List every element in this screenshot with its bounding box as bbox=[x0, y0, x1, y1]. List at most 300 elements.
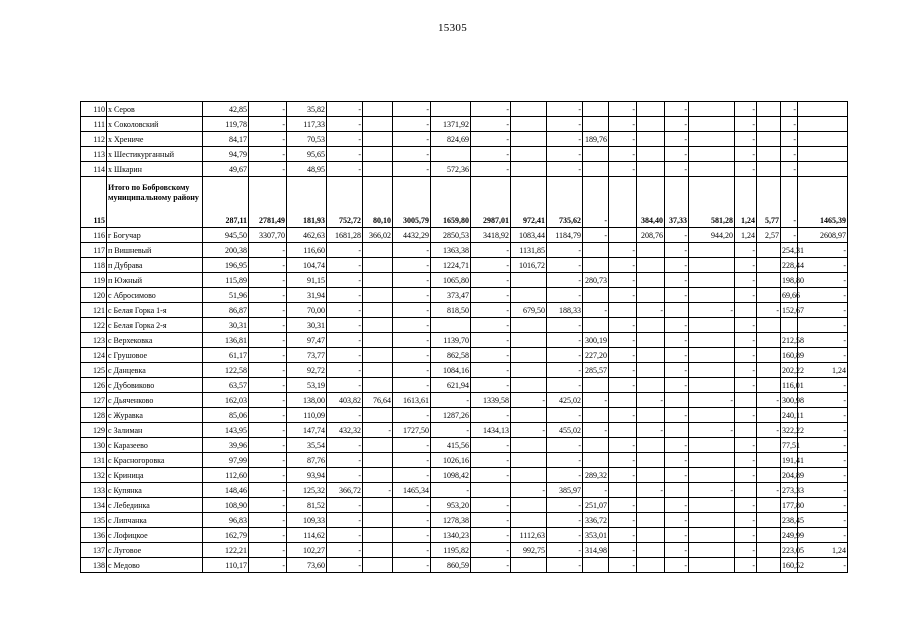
value-cell: 1139,70 bbox=[431, 333, 471, 348]
row-number-cell: 123 bbox=[81, 333, 107, 348]
value-cell: 3418,92 bbox=[471, 228, 511, 243]
value-cell bbox=[798, 132, 848, 147]
value-cell: - bbox=[798, 303, 848, 318]
value-cell: - bbox=[547, 318, 583, 333]
value-cell: - bbox=[689, 483, 735, 498]
value-cell bbox=[735, 303, 757, 318]
value-cell: - bbox=[249, 258, 287, 273]
value-cell bbox=[735, 483, 757, 498]
value-cell bbox=[363, 363, 393, 378]
settlement-name-cell: с Журавка bbox=[107, 408, 203, 423]
row-number-cell: 138 bbox=[81, 558, 107, 573]
value-cell: - bbox=[547, 117, 583, 132]
settlement-name-cell: с Абросимово bbox=[107, 288, 203, 303]
value-cell: - bbox=[471, 363, 511, 378]
value-cell bbox=[363, 468, 393, 483]
value-cell bbox=[757, 318, 781, 333]
value-cell: - bbox=[393, 498, 431, 513]
value-cell: - bbox=[757, 483, 781, 498]
value-cell: - bbox=[798, 483, 848, 498]
value-cell: - bbox=[735, 378, 757, 393]
value-cell: 97,47 bbox=[287, 333, 327, 348]
value-cell: - bbox=[249, 393, 287, 408]
value-cell bbox=[689, 258, 735, 273]
value-cell: 1098,42 bbox=[431, 468, 471, 483]
value-cell: - bbox=[547, 543, 583, 558]
table-row bbox=[81, 423, 848, 438]
value-cell: 94,79 bbox=[203, 147, 249, 162]
value-cell: 1681,28 bbox=[327, 228, 363, 243]
row-number-cell: 125 bbox=[81, 363, 107, 378]
value-cell: - bbox=[547, 453, 583, 468]
value-cell: - bbox=[249, 528, 287, 543]
value-cell bbox=[689, 378, 735, 393]
value-cell: - bbox=[637, 303, 665, 318]
value-cell: - bbox=[798, 453, 848, 468]
row-number-cell: 120 bbox=[81, 288, 107, 303]
value-cell bbox=[511, 498, 547, 513]
value-cell bbox=[637, 453, 665, 468]
value-cell: 1465,39 bbox=[798, 177, 848, 228]
value-cell: - bbox=[547, 273, 583, 288]
value-cell: - bbox=[637, 483, 665, 498]
value-cell bbox=[637, 558, 665, 573]
value-cell bbox=[609, 177, 637, 228]
value-cell: - bbox=[735, 498, 757, 513]
value-cell: - bbox=[249, 423, 287, 438]
value-cell bbox=[363, 102, 393, 117]
value-cell: - bbox=[327, 162, 363, 177]
value-cell: - bbox=[547, 333, 583, 348]
value-cell: 1613,61 bbox=[393, 393, 431, 408]
value-cell: 212,58 bbox=[781, 333, 798, 348]
value-cell: - bbox=[609, 468, 637, 483]
value-cell: - bbox=[583, 228, 609, 243]
value-cell: - bbox=[327, 273, 363, 288]
value-cell bbox=[363, 303, 393, 318]
value-cell: - bbox=[393, 303, 431, 318]
value-cell bbox=[609, 228, 637, 243]
value-cell: - bbox=[609, 333, 637, 348]
value-cell: 49,67 bbox=[203, 162, 249, 177]
settlement-name-cell: п Вишневый bbox=[107, 243, 203, 258]
value-cell: - bbox=[609, 453, 637, 468]
table-row bbox=[81, 363, 848, 378]
value-cell: 1112,63 bbox=[511, 528, 547, 543]
value-cell: - bbox=[249, 438, 287, 453]
value-cell: 116,60 bbox=[287, 243, 327, 258]
value-cell bbox=[583, 147, 609, 162]
value-cell: 93,94 bbox=[287, 468, 327, 483]
table-row bbox=[81, 258, 848, 273]
value-cell: 152,67 bbox=[781, 303, 798, 318]
value-cell: - bbox=[665, 228, 689, 243]
value-cell: - bbox=[665, 438, 689, 453]
value-cell: - bbox=[665, 513, 689, 528]
value-cell: 73,77 bbox=[287, 348, 327, 363]
value-cell: - bbox=[609, 498, 637, 513]
settlement-name-cell: Итого по Бобровскому муниципальному району bbox=[107, 177, 203, 228]
value-cell: - bbox=[735, 543, 757, 558]
value-cell: 35,54 bbox=[287, 438, 327, 453]
value-cell: - bbox=[665, 543, 689, 558]
value-cell: - bbox=[471, 258, 511, 273]
value-cell: - bbox=[798, 318, 848, 333]
value-cell: - bbox=[327, 468, 363, 483]
value-cell bbox=[511, 558, 547, 573]
value-cell bbox=[757, 348, 781, 363]
value-cell bbox=[689, 453, 735, 468]
value-cell: - bbox=[609, 288, 637, 303]
value-cell: - bbox=[249, 498, 287, 513]
value-cell: 972,41 bbox=[511, 177, 547, 228]
settlement-name-cell: г Богучар bbox=[107, 228, 203, 243]
value-cell: 136,81 bbox=[203, 333, 249, 348]
table-row bbox=[81, 393, 848, 408]
table-row bbox=[81, 408, 848, 423]
value-cell bbox=[511, 273, 547, 288]
value-cell: - bbox=[393, 162, 431, 177]
value-cell: - bbox=[471, 543, 511, 558]
table-row bbox=[81, 543, 848, 558]
value-cell: 3005,79 bbox=[393, 177, 431, 228]
value-cell bbox=[689, 528, 735, 543]
value-cell: - bbox=[393, 102, 431, 117]
value-cell: - bbox=[547, 348, 583, 363]
settlement-name-cell: п Дубрава bbox=[107, 258, 203, 273]
value-cell: - bbox=[609, 513, 637, 528]
value-cell: - bbox=[609, 243, 637, 258]
value-cell bbox=[798, 102, 848, 117]
value-cell: - bbox=[665, 498, 689, 513]
value-cell: - bbox=[471, 147, 511, 162]
value-cell: - bbox=[609, 102, 637, 117]
value-cell: - bbox=[327, 147, 363, 162]
value-cell bbox=[689, 408, 735, 423]
value-cell: - bbox=[798, 243, 848, 258]
value-cell: 249,99 bbox=[781, 528, 798, 543]
value-cell bbox=[689, 513, 735, 528]
value-cell bbox=[583, 162, 609, 177]
table-row bbox=[81, 273, 848, 288]
value-cell: - bbox=[547, 288, 583, 303]
value-cell bbox=[609, 423, 637, 438]
value-cell bbox=[583, 453, 609, 468]
value-cell: 42,85 bbox=[203, 102, 249, 117]
table-row bbox=[81, 162, 848, 177]
value-cell: - bbox=[665, 132, 689, 147]
value-cell bbox=[689, 333, 735, 348]
value-cell: - bbox=[327, 513, 363, 528]
value-cell bbox=[637, 438, 665, 453]
value-cell: - bbox=[431, 483, 471, 498]
row-number-cell: 116 bbox=[81, 228, 107, 243]
value-cell: - bbox=[393, 528, 431, 543]
value-cell: - bbox=[609, 438, 637, 453]
value-cell bbox=[637, 162, 665, 177]
value-cell: - bbox=[327, 258, 363, 273]
value-cell: - bbox=[798, 513, 848, 528]
value-cell: - bbox=[363, 483, 393, 498]
value-cell bbox=[363, 348, 393, 363]
value-cell: - bbox=[547, 513, 583, 528]
value-cell: - bbox=[735, 132, 757, 147]
value-cell: - bbox=[327, 318, 363, 333]
row-number-cell: 122 bbox=[81, 318, 107, 333]
value-cell bbox=[363, 453, 393, 468]
value-cell: 122,58 bbox=[203, 363, 249, 378]
value-cell: 160,52 bbox=[781, 558, 798, 573]
value-cell: 300,19 bbox=[583, 333, 609, 348]
value-cell: 1363,38 bbox=[431, 243, 471, 258]
value-cell: - bbox=[547, 528, 583, 543]
table-row bbox=[81, 468, 848, 483]
value-cell: - bbox=[471, 528, 511, 543]
settlement-name-cell: с Залиман bbox=[107, 423, 203, 438]
value-cell bbox=[363, 528, 393, 543]
table-row bbox=[81, 438, 848, 453]
value-cell: - bbox=[757, 393, 781, 408]
settlement-name-cell: с Медово bbox=[107, 558, 203, 573]
value-cell: - bbox=[511, 423, 547, 438]
table-row bbox=[81, 333, 848, 348]
value-cell: - bbox=[735, 258, 757, 273]
value-cell bbox=[689, 318, 735, 333]
value-cell bbox=[637, 513, 665, 528]
row-number-cell: 137 bbox=[81, 543, 107, 558]
value-cell: - bbox=[735, 348, 757, 363]
value-cell: - bbox=[393, 288, 431, 303]
row-number-cell: 111 bbox=[81, 117, 107, 132]
value-cell: - bbox=[665, 273, 689, 288]
value-cell: - bbox=[471, 513, 511, 528]
value-cell: - bbox=[249, 363, 287, 378]
value-cell bbox=[511, 117, 547, 132]
settlement-name-cell: с Грушовое bbox=[107, 348, 203, 363]
row-number-cell: 112 bbox=[81, 132, 107, 147]
value-cell: - bbox=[471, 132, 511, 147]
value-cell: - bbox=[689, 393, 735, 408]
value-cell bbox=[363, 147, 393, 162]
value-cell: - bbox=[471, 303, 511, 318]
value-cell: - bbox=[609, 363, 637, 378]
table-row bbox=[81, 498, 848, 513]
value-cell: - bbox=[431, 423, 471, 438]
value-cell bbox=[637, 348, 665, 363]
table-row bbox=[81, 147, 848, 162]
value-cell: 251,07 bbox=[583, 498, 609, 513]
value-cell: 953,20 bbox=[431, 498, 471, 513]
value-cell: 2987,01 bbox=[471, 177, 511, 228]
value-cell: - bbox=[547, 378, 583, 393]
value-cell bbox=[511, 162, 547, 177]
value-cell: - bbox=[583, 303, 609, 318]
value-cell: - bbox=[583, 393, 609, 408]
value-cell bbox=[798, 147, 848, 162]
value-cell: 30,31 bbox=[203, 318, 249, 333]
value-cell bbox=[431, 147, 471, 162]
value-cell: - bbox=[781, 162, 798, 177]
value-cell bbox=[609, 393, 637, 408]
value-cell: - bbox=[781, 177, 798, 228]
value-cell: - bbox=[735, 363, 757, 378]
value-cell: - bbox=[798, 258, 848, 273]
value-cell: - bbox=[583, 483, 609, 498]
value-cell bbox=[583, 378, 609, 393]
value-cell bbox=[511, 363, 547, 378]
value-cell: - bbox=[735, 162, 757, 177]
table-row bbox=[81, 348, 848, 363]
value-cell: - bbox=[393, 243, 431, 258]
value-cell: - bbox=[798, 333, 848, 348]
value-cell bbox=[363, 333, 393, 348]
value-cell: - bbox=[471, 102, 511, 117]
value-cell: 63,57 bbox=[203, 378, 249, 393]
value-cell bbox=[665, 423, 689, 438]
value-cell: 91,15 bbox=[287, 273, 327, 288]
value-cell: - bbox=[547, 102, 583, 117]
value-cell bbox=[363, 258, 393, 273]
row-number-cell: 117 bbox=[81, 243, 107, 258]
value-cell: - bbox=[609, 378, 637, 393]
value-cell: 95,65 bbox=[287, 147, 327, 162]
value-cell bbox=[609, 483, 637, 498]
value-cell: 581,28 bbox=[689, 177, 735, 228]
value-cell: 31,94 bbox=[287, 288, 327, 303]
value-cell: - bbox=[665, 453, 689, 468]
value-cell: - bbox=[735, 102, 757, 117]
value-cell bbox=[583, 408, 609, 423]
value-cell: 77,51 bbox=[781, 438, 798, 453]
value-cell: - bbox=[798, 423, 848, 438]
value-cell bbox=[757, 438, 781, 453]
value-cell: 384,40 bbox=[637, 177, 665, 228]
value-cell: 96,83 bbox=[203, 513, 249, 528]
value-cell: 125,32 bbox=[287, 483, 327, 498]
value-cell: - bbox=[511, 393, 547, 408]
value-cell: - bbox=[735, 273, 757, 288]
value-cell: - bbox=[471, 318, 511, 333]
value-cell bbox=[757, 558, 781, 573]
value-cell: - bbox=[665, 243, 689, 258]
table-row bbox=[81, 243, 848, 258]
value-cell: - bbox=[781, 132, 798, 147]
value-cell: - bbox=[471, 558, 511, 573]
value-cell: - bbox=[583, 177, 609, 228]
value-cell: - bbox=[393, 132, 431, 147]
value-cell: - bbox=[327, 348, 363, 363]
row-number-cell: 118 bbox=[81, 258, 107, 273]
value-cell bbox=[363, 132, 393, 147]
value-cell bbox=[689, 348, 735, 363]
value-cell bbox=[511, 408, 547, 423]
value-cell: - bbox=[609, 258, 637, 273]
value-cell: 1224,71 bbox=[431, 258, 471, 273]
value-cell: - bbox=[609, 348, 637, 363]
value-cell: - bbox=[249, 513, 287, 528]
value-cell bbox=[583, 117, 609, 132]
value-cell: 116,01 bbox=[781, 378, 798, 393]
value-cell bbox=[689, 162, 735, 177]
value-cell bbox=[637, 117, 665, 132]
value-cell: 2781,49 bbox=[249, 177, 287, 228]
value-cell: - bbox=[637, 423, 665, 438]
value-cell bbox=[363, 498, 393, 513]
value-cell: - bbox=[471, 498, 511, 513]
value-cell: 86,87 bbox=[203, 303, 249, 318]
value-cell: - bbox=[249, 468, 287, 483]
value-cell: - bbox=[249, 453, 287, 468]
value-cell: - bbox=[471, 378, 511, 393]
value-cell: - bbox=[609, 408, 637, 423]
value-cell: 204,89 bbox=[781, 468, 798, 483]
value-cell: - bbox=[393, 333, 431, 348]
value-cell bbox=[637, 288, 665, 303]
value-cell bbox=[637, 498, 665, 513]
value-cell: - bbox=[471, 333, 511, 348]
value-cell: - bbox=[249, 558, 287, 573]
value-cell bbox=[757, 333, 781, 348]
settlement-name-cell: с Лебединка bbox=[107, 498, 203, 513]
value-cell: 336,72 bbox=[583, 513, 609, 528]
value-cell bbox=[583, 102, 609, 117]
value-cell: - bbox=[471, 273, 511, 288]
value-cell: 138,00 bbox=[287, 393, 327, 408]
value-cell: 189,76 bbox=[583, 132, 609, 147]
value-cell bbox=[637, 102, 665, 117]
value-cell bbox=[637, 147, 665, 162]
value-cell: - bbox=[609, 528, 637, 543]
value-cell: 80,10 bbox=[363, 177, 393, 228]
value-cell: 1084,16 bbox=[431, 363, 471, 378]
value-cell bbox=[735, 423, 757, 438]
value-cell bbox=[757, 162, 781, 177]
value-cell: 2,57 bbox=[757, 228, 781, 243]
value-cell: 735,62 bbox=[547, 177, 583, 228]
row-number-cell: 121 bbox=[81, 303, 107, 318]
value-cell: 403,82 bbox=[327, 393, 363, 408]
value-cell: 1340,23 bbox=[431, 528, 471, 543]
value-cell: - bbox=[798, 558, 848, 573]
value-cell: 104,74 bbox=[287, 258, 327, 273]
value-cell: - bbox=[393, 378, 431, 393]
value-cell: 198,80 bbox=[781, 273, 798, 288]
settlement-name-cell: с Каразеево bbox=[107, 438, 203, 453]
value-cell: 752,72 bbox=[327, 177, 363, 228]
value-cell: - bbox=[781, 147, 798, 162]
table-row bbox=[81, 483, 848, 498]
value-cell bbox=[637, 378, 665, 393]
value-cell bbox=[735, 393, 757, 408]
value-cell bbox=[757, 147, 781, 162]
value-cell bbox=[689, 438, 735, 453]
value-cell: 860,59 bbox=[431, 558, 471, 573]
value-cell: - bbox=[327, 438, 363, 453]
value-cell: - bbox=[471, 117, 511, 132]
settlement-name-cell: с Липчанка bbox=[107, 513, 203, 528]
value-cell: 70,00 bbox=[287, 303, 327, 318]
value-cell bbox=[363, 543, 393, 558]
settlement-name-cell: с Верхековка bbox=[107, 333, 203, 348]
value-cell: - bbox=[547, 498, 583, 513]
value-cell: 143,95 bbox=[203, 423, 249, 438]
settlement-name-cell: с Криница bbox=[107, 468, 203, 483]
value-cell: - bbox=[327, 288, 363, 303]
value-cell: 679,50 bbox=[511, 303, 547, 318]
value-cell bbox=[583, 318, 609, 333]
value-cell: 117,33 bbox=[287, 117, 327, 132]
value-cell: - bbox=[665, 468, 689, 483]
